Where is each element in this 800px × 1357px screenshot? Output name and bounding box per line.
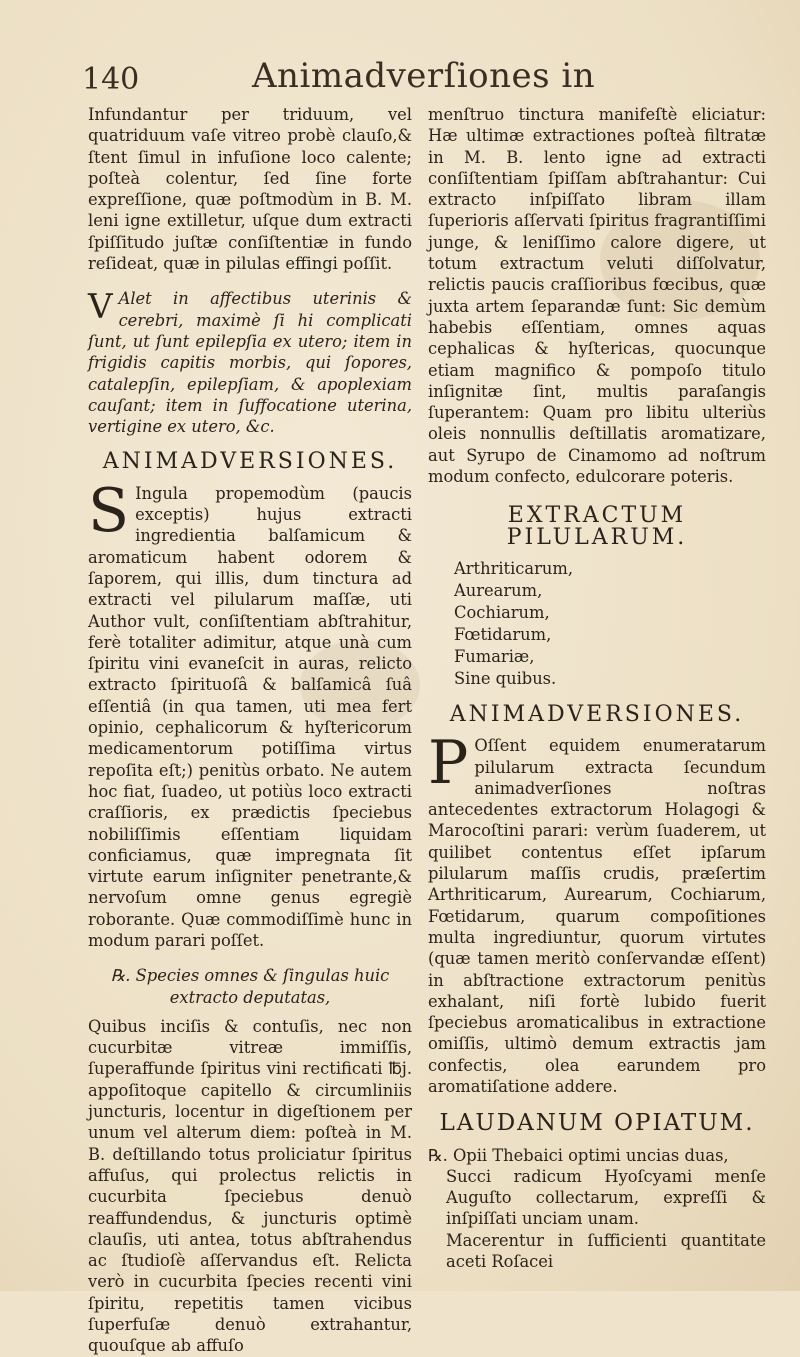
laudanum-line: ℞. Opii Thebaici optimi uncias duas, [428,1145,729,1165]
laudanum-recipe [428,1145,766,1273]
pill-list-item: Fœtidarum, [454,624,552,644]
running-title: Animadverſiones in [252,56,596,96]
valet-text: Alet in affectibus uterinis & cerebri, maximè ſi hi complicati ſunt, ut ſunt epilepſia ex utero; item in frigidis capitis morbis, qui ſopores, catalepſin, epilepſiam, & apoplexiam cauſant; item in ſuffocatione uterina, vertigine ex utero, &c. [88,289,412,437]
left-column [88,104,412,1357]
laudanum-line: Succi radicum Hyoſcyami menſe Auguſto collectarum, expreſſi & inſpiſſati unciam unam. [446,1166,766,1229]
animadversiones-2-text: Oſſent equidem enumeratarum pilularum extracta ſecundum animadverſiones noſtras antecedentes extractorum Holagogi & Marocoſtini parari: verùm ſuaderem, ut quilibet contentus eſſet ipſarum pilularum maſſis crudis, præſertim Arthriticarum, Aurearum, Cochiarum, Fœtidarum, quarum compoſitiones multa ingrediuntur, quorum virtutes (quæ tamen meritò conſervandæ eſſent) in abſtractione extractorum penitùs exhalant, niſi fortè lubido fuerit ſpeciebus aromaticalibus in extractione omiſſis, ultimò demum extractis jam confectis, olea earundem pro aromatiſatione addere. [428,736,766,1096]
laudanum-line: Macerentur in ſufficienti quantitate aceti Roſacei [446,1230,766,1272]
section-heading-extractum: EXTRACTUM PILULARUM. [506,503,688,550]
recipe-line: ℞. Species omnes & ſingulas huic extracto deputatas, [110,966,390,1007]
drop-cap-initial: S [88,475,130,546]
pill-list-item: Cochiarum, [454,602,550,622]
pill-list [454,558,766,690]
intro-paragraph: Infundantur per triduum, vel quatriduum vaſe vitreo probè clauſo,& ſtent ſimul in infuſione loco calente; poſteà colentur, ſed ſine forte expreſſione, quæ poſtmodùm in B. M. leni igne extilletur, uſque dum extracti ſpiſſitudo juſtæ conſiſtentiæ in fundo reſideat, quæ in pilulas effingi poſſit. [88,105,412,274]
animadversiones-text: Ingula propemodùm (paucis exceptis) hujus extracti ingredientia balſamicum & aromaticum habent odorem & ſaporem, qui illis, dum tinctura ad extracti vel pilularum maſſæ, uti Author vult, conſiſtentiam abſtrahitur, ferè totaliter adimitur, atque unà cum ſpiritu vini evaneſcit in auras, relicto extracto ſpirituoſâ & balſamicâ ſuâ eſſentiâ (in qua tamen, uti mea fert opinio, cephalicorum & hyſtericorum medicamentorum potiſſima virtus repoſita eſt;) penitùs orbato. Ne autem hoc fiat, ſuadeo, ut potiùs loco extracti craſſioris, ex prædictis ſpeciebus nobiliſſimis eſſentiam liquidam conficiamus, quæ impregnata ſit virtute earum inſigniter penetrante,& nervoſum omne genus egregiè roborante. Quæ commodiſſimè hunc in modum parari poſſet. [88,483,412,950]
right-column [428,104,766,1272]
page-header [82,54,772,106]
section-heading-animadversiones: ANIMADVERSIONES. [102,449,398,475]
pill-list-item: Fumariæ, [454,646,535,666]
animadversiones-paragraph [88,475,412,952]
pill-list-item: Aurearum, [454,580,543,600]
drop-cap-initial-2: P [428,728,469,799]
continuation-paragraph: menſtruo tinctura manifeſtè eliciatur: Hæ ultimæ extractiones poſteà filtratæ in M. B. lento igne ad extracti conſiſtentiam ſpiſſam abſtrahantur: Cui extracto inſpiſſato libram illam ſuperioris aſſervati ſpiritus fragrantiſſimi junge, & leniſſimo calore digere, ut totum extractum veluti diſſolvatur, relictis paucis craſſioribus fœcibus, quæ juxta artem ſeparandæ ſunt: Sic demùm habebis eſſentiam, omnes aquas cephalicas & hyſtericas, quocunque etiam magnifico & pompoſo titulo inſignitæ ſint, multis paraſangis ſuperantem: Quam pro libitu ulteriùs oleis nonnullis deſtillatis aromatizare, aut Syrupo de Cinamomo ad noſtrum modum confecto, edulcorare poteris. [428,105,766,487]
method-paragraph: Quibus inciſis & contuſis, nec non cucurbitæ vitreæ immiſſis, ſuperaffunde ſpiritus vini rectificati ℔j. appoſitoque capitello & circumliniis juncturis, locentur in digeſtionem per unum vel alterum diem: poſteà in M. B. deſtillando totus proliciatur ſpiritus affuſus, qui prolectus relictis in cucurbita ſpeciebus denuò reaffundendus, & juncturis optimè clauſis, uti antea, totus abſtrahendus ac ſtudioſè aſſervandus eſt. Relicta verò in cucurbita ſpecies recenti vini ſpiritu, repetitis tamen vicibus ſuperfuſæ denuò extrahantur, quouſque ab affuſo [88,1016,412,1356]
section-heading-laudanum: LAUDANUM OPIATUM. [439,1110,755,1137]
page-number: 140 [82,62,140,97]
section-heading-animadversiones-2: ANIMADVERSIONES. [449,701,745,727]
pill-list-item: Arthriticarum, [454,558,574,578]
valet-paragraph [88,288,412,437]
pill-list-item: Sine quibus. [454,668,557,688]
animadversiones-2-paragraph [428,728,766,1097]
valet-initial: V [88,287,113,328]
